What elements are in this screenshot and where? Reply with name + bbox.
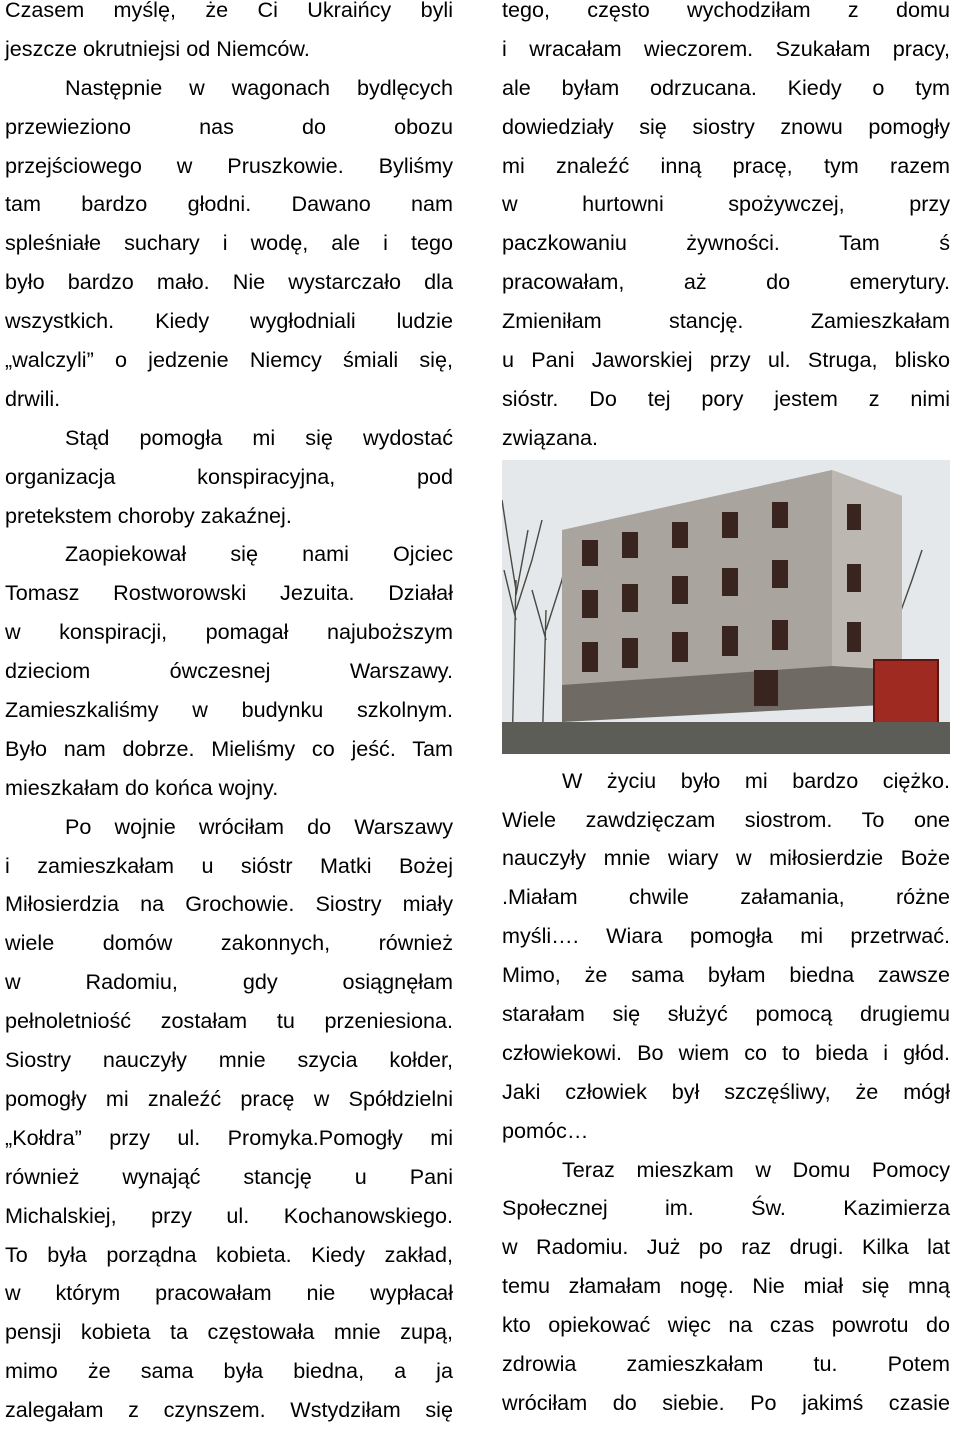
text-line: tam bardzo głodni. Dawano nam xyxy=(5,191,453,217)
text-line: w Radomiu. Już po raz drugi. Kilka lat xyxy=(502,1234,950,1260)
text-line: Tomasz Rostworowski Jezuita. Działał xyxy=(5,580,453,606)
text-line: Czasem myślę, że Ci Ukraińcy byli xyxy=(5,0,453,22)
text-line: nauczyły mnie wiary w miłosierdzie Boże xyxy=(502,845,950,871)
text-line: starałam się służyć pomocą drugiemu xyxy=(502,1001,950,1027)
text-line: pełnoletniość zostałam tu przeniesiona. xyxy=(5,1008,453,1034)
text-line: „Kołdra” przy ul. Promyka.Pomogły mi xyxy=(5,1124,453,1150)
text-line: mi znaleźć inną pracę, tym razem xyxy=(502,152,950,178)
text-line: Jaki człowiek był szczęśliwy, że mógł xyxy=(502,1078,950,1104)
text-line: dowiedziały się siostry znowu pomogły xyxy=(502,113,950,139)
text-line: pomóc… xyxy=(502,1117,589,1143)
text-line: drwili. xyxy=(5,385,61,411)
text-line: w którym pracowałam nie wypłacał xyxy=(5,1280,453,1306)
text-line: i zamieszkałam u sióstr Matki Bożej xyxy=(5,852,453,878)
text-line: w Radomiu, gdy osiągnęłam xyxy=(5,969,453,995)
text-line: również wynająć stancję u Pani xyxy=(5,1163,453,1189)
text-line: Siostry nauczyły mnie szycia kołder, xyxy=(5,1047,453,1073)
text-line: ale byłam odrzucana. Kiedy o tym xyxy=(502,74,950,100)
text-line: wróciłam do siebie. Po jakimś czasie xyxy=(502,1389,950,1415)
text-line: „walczyli” o jedzenie Niemcy śmiali się, xyxy=(5,347,453,373)
text-line: przewieziono nas do obozu xyxy=(5,113,453,139)
text-line: myśli…. Wiara pomogła mi przetrwać. xyxy=(502,923,950,949)
text-line: pracowałam, aż do emerytury. xyxy=(502,269,950,295)
text-line: mimo że sama była biedna, a ja xyxy=(5,1358,453,1384)
text-line: przejściowego w Pruszkowie. Byliśmy xyxy=(5,152,453,178)
text-line: w konspiracji, pomagał najuboższym xyxy=(5,619,453,645)
text-line: .Miałam chwile załamania, różne xyxy=(502,884,950,910)
text-line: u Pani Jaworskiej przy ul. Struga, blisko xyxy=(502,347,950,373)
text-line: Michalskiej, przy ul. Kochanowskiego. xyxy=(5,1202,453,1228)
text-line: zalegałam z czynszem. Wstydziłam się xyxy=(5,1397,453,1423)
text-line: mieszkałam do końca wojny. xyxy=(5,774,279,800)
text-line: tego, często wychodziłam z domu xyxy=(502,0,950,22)
text-line: było bardzo mało. Nie wystarczało dla xyxy=(5,269,453,295)
text-line: Było nam dobrze. Mieliśmy co jeść. Tam xyxy=(5,735,453,761)
text-line: pretekstem choroby zakaźnej. xyxy=(5,502,292,528)
text-line: Teraz mieszkam w Domu Pomocy xyxy=(562,1156,950,1182)
text-line: pensji kobieta ta częstowała mnie zupą, xyxy=(5,1319,453,1345)
text-line: związana. xyxy=(502,424,599,450)
text-line: Miłosierdzia na Grochowie. Siostry miały xyxy=(5,891,453,917)
text-line: Społecznej im. Św. Kazimierza xyxy=(502,1195,950,1221)
red-gate xyxy=(874,660,938,732)
text-line: Zamieszkaliśmy w budynku szkolnym. xyxy=(5,697,453,723)
text-line: Stąd pomogła mi się wydostać xyxy=(65,424,453,450)
text-line: jeszcze okrutniejsi od Niemców. xyxy=(5,35,310,61)
left-column xyxy=(5,0,453,1430)
text-line: wiele domów zakonnych, również xyxy=(5,930,453,956)
building-photo-icon xyxy=(502,460,950,754)
text-line: i wracałam wieczorem. Szukałam pracy, xyxy=(502,35,950,61)
text-line: wszystkich. Kiedy wygłodniali ludzie xyxy=(5,308,453,334)
text-line: To była porządna kobieta. Kiedy zakład, xyxy=(5,1241,453,1267)
text-line: W życiu było mi bardzo ciężko. xyxy=(562,767,950,793)
text-line: Zaopiekował się nami Ojciec xyxy=(65,541,453,567)
text-line: w hurtowni spożywczej, przy xyxy=(502,191,950,217)
text-line: spleśniałe suchary i wodę, ale i tego xyxy=(5,230,453,256)
text-line: Zmieniłam stancję. Zamieszkałam xyxy=(502,308,950,334)
text-line: zdrowia zamieszkałam tu. Potem xyxy=(502,1351,950,1377)
text-line: człowiekowi. Bo wiem co to bieda i głód. xyxy=(502,1039,950,1065)
ground xyxy=(502,722,950,754)
text-line: dzieciom ówczesnej Warszawy. xyxy=(5,658,453,684)
text-line: paczkowaniu żywności. Tam ś xyxy=(502,230,950,256)
text-line: organizacja konspiracyjna, pod xyxy=(5,463,453,489)
text-line: Wiele zawdzięczam siostrom. To one xyxy=(502,806,950,832)
right-column xyxy=(502,0,950,1423)
text-line: sióstr. Do tej pory jestem z nimi xyxy=(502,385,950,411)
text-line: Mimo, że sama byłam biedna zawsze xyxy=(502,962,950,988)
text-line: kto opiekować więc na czas powrotu do xyxy=(502,1312,950,1338)
text-line: pomogły mi znaleźć pracę w Spółdzielni xyxy=(5,1085,453,1111)
text-line: Po wojnie wróciłam do Warszawy xyxy=(65,813,453,839)
text-line: Następnie w wagonach bydlęcych xyxy=(65,74,453,100)
text-line: temu złamałam nogę. Nie miał się mną xyxy=(502,1273,950,1299)
